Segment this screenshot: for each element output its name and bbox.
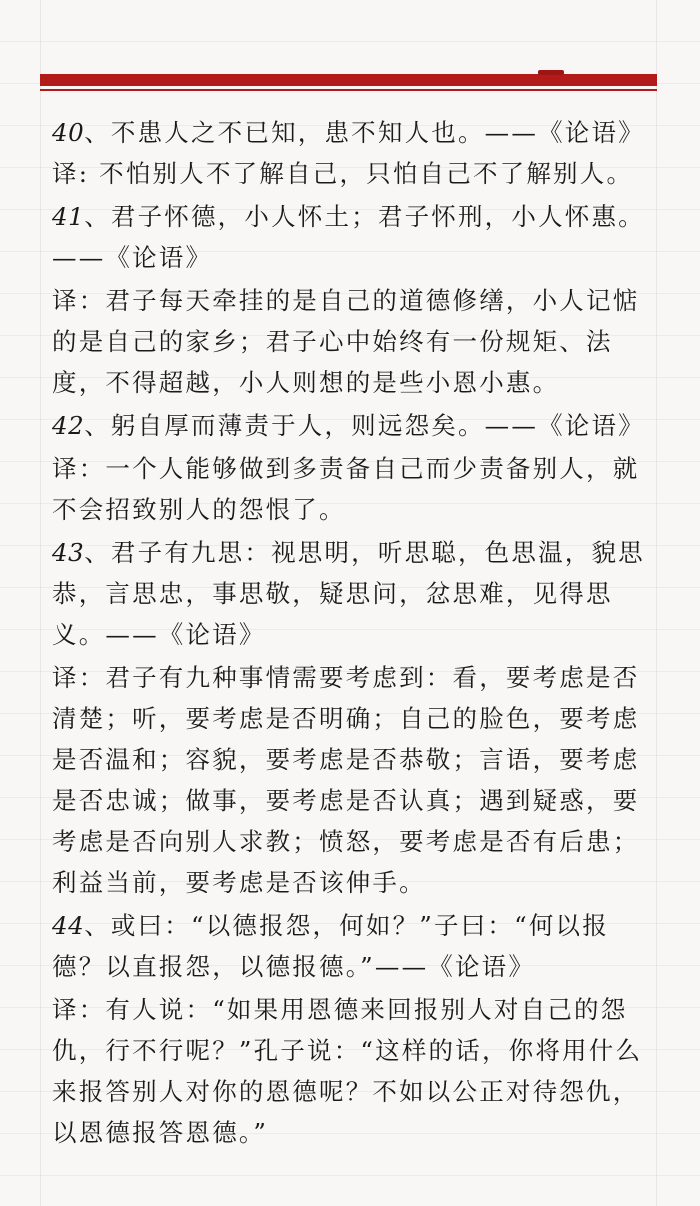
quote-44: [52, 905, 652, 987]
quote-text: 、君子怀德，小人怀土；君子怀刑，小人怀惠。——《论语》: [52, 202, 645, 272]
translation-42: 译：一个人能够做到多责备自己而少责备别人，就不会招致别人的怨恨了。: [52, 454, 640, 524]
quote-number: 40: [52, 118, 85, 147]
translation-44: 译：有人说：“如果用恩德来回报别人对自己的怨仇，行不行呢？”孔子说：“这样的话，你将用什么来报答别人对你的恩德呢？不如以公正对待怨仇，以恩德报答恩德。”: [52, 995, 643, 1147]
translation-40: 译: 不怕别人不了解自己，只怕自己不了解别人。: [52, 159, 634, 188]
quote-list: [52, 112, 652, 1153]
quote-number: 42: [52, 411, 85, 440]
quote-43: [52, 532, 652, 655]
header-red-band: [40, 74, 657, 86]
quote-40: [52, 112, 652, 153]
quote-41: [52, 196, 652, 278]
quote-number: 44: [52, 911, 85, 940]
quote-text: 、躬自厚而薄责于人，则远怨矣。——《论语》: [84, 411, 645, 440]
translation-41: 译：君子每天牵挂的是自己的道德修缮，小人记惦的是自己的家乡；君子心中始终有一份规矩、法度，不得超越，小人则想的是些小恩小惠。: [52, 286, 640, 397]
header-mark: [538, 70, 564, 75]
translation-43: 译：君子有九种事情需要考虑到：看，要考虑是否清楚；听，要考虑是否明确；自己的脸色，要考虑是否温和；容貌，要考虑是否恭敬；言语，要考虑是否忠诚；做事，要考虑是否认真；遇到疑惑，要考虑是否向别人求教；愤怒，要考虑是否有后患；利益当前，要考虑是否该伸手。: [52, 663, 640, 897]
quote-number: 43: [52, 538, 85, 567]
quote-text: 、或曰：“以德报怨，何如？”子曰：“何以报德？以直报怨，以德报德。”——《论语》: [52, 911, 609, 981]
quote-42: [52, 405, 652, 446]
quote-text: 、君子有九思：视思明，听思聪，色思温，貌思恭，言思忠，事思敬，疑思问，忿思难，见得思义。——《论语》: [52, 538, 645, 649]
quote-text: 、不患人之不已知，患不知人也。——《论语》: [84, 118, 645, 147]
quote-number: 41: [52, 202, 85, 231]
